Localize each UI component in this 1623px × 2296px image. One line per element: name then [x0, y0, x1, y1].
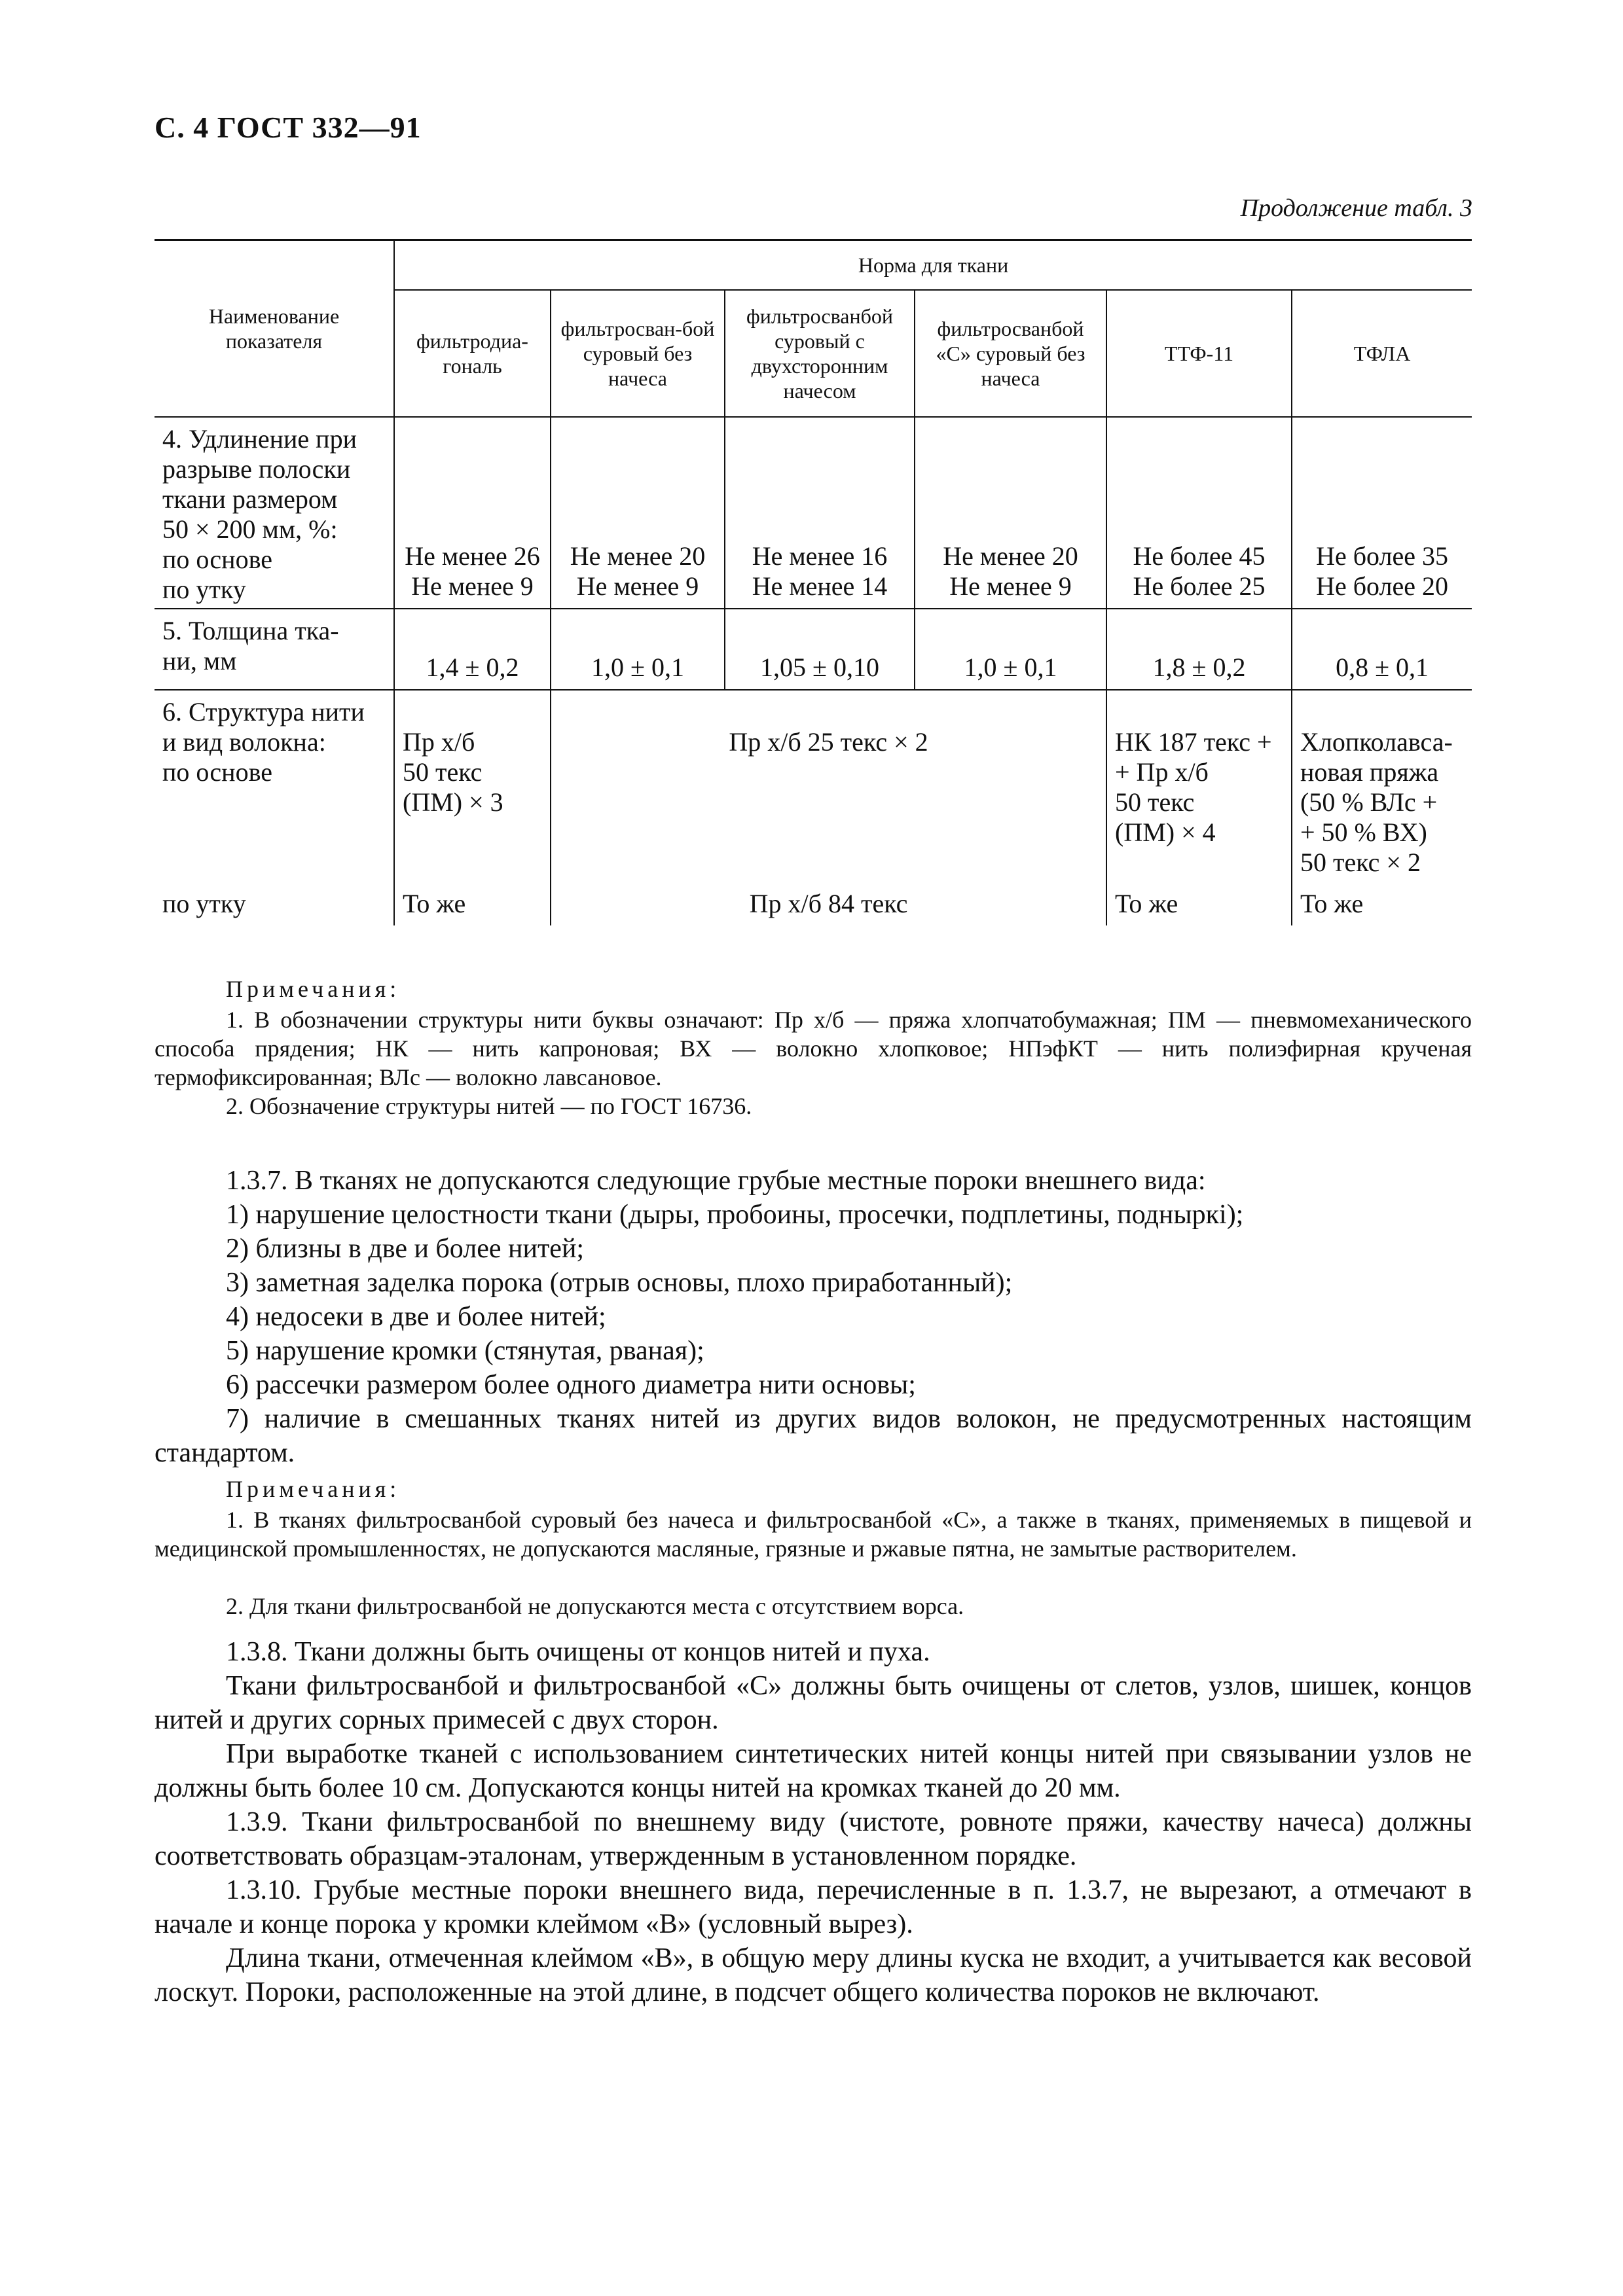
- row-name-weft: по утку: [155, 889, 394, 925]
- row-name-thickness: 5. Толщина тка- ни, мм: [155, 609, 394, 690]
- table-row: [155, 417, 1472, 609]
- table-cell: То же: [394, 889, 551, 925]
- column-header-fabric-1: фильтродиа-гональ: [394, 290, 551, 417]
- paragraph: При выработке тканей с использованием синтетических нитей концы нитей при связывании узлов не должны быть более 10 см. Допускаются концы нитей на кромках тканей до 20 мм.: [155, 1739, 1472, 1803]
- table-row: [155, 690, 1472, 889]
- table-row: [155, 889, 1472, 925]
- table-cell: Не менее 16 Не менее 14: [725, 417, 915, 609]
- column-header-fabric-5: ТТФ-11: [1106, 290, 1292, 417]
- table-cell: 1,05 ± 0,10: [725, 609, 915, 690]
- table-cell: Пр х/б 84 текс: [551, 889, 1106, 925]
- notes-title: Примечания:: [226, 1476, 401, 1502]
- note-paragraph: 2. Обозначение структуры нитей — по ГОСТ 16736.: [226, 1093, 752, 1119]
- table-cell: 0,8 ± 0,1: [1292, 609, 1472, 690]
- column-header-fabric-3: фильтросванбой суровый с двухсторонним начесом: [725, 290, 915, 417]
- table-cell: Не менее 20 Не менее 9: [915, 417, 1106, 609]
- table-cell: 1,0 ± 0,1: [915, 609, 1106, 690]
- table-cell: Хлопколавса- новая пряжа (50 % ВЛс + + 50 % ВХ) 50 текс × 2: [1292, 690, 1472, 889]
- paragraph-1-3-8: 1.3.8. Ткани должны быть очищены от концов нитей и пуха.: [226, 1637, 930, 1667]
- table-cell: То же: [1292, 889, 1472, 925]
- paragraph: Длина ткани, отмеченная клеймом «В», в общую меру длины куска не входит, а учитывается как весовой лоскут. Пороки, расположенные на этой длине, в подсчет общего количества пороков не включают.: [155, 1943, 1472, 2007]
- group-header-norm: Норма для ткани: [394, 240, 1472, 290]
- column-header-fabric-6: ТФЛА: [1292, 290, 1472, 417]
- norms-table: [155, 239, 1472, 925]
- list-item: 5) нарушение кромки (стянутая, рваная);: [226, 1336, 704, 1366]
- column-header-fabric-4: фильтросванбой «С» суровый без начеса: [915, 290, 1106, 417]
- column-header-fabric-2: фильтросван-бой суровый без начеса: [551, 290, 725, 417]
- table-cell: Не менее 26 Не менее 9: [394, 417, 551, 609]
- table-cell: НК 187 текс + + Пр х/б 50 текс (ПМ) × 4: [1106, 690, 1292, 889]
- list-item: 7) наличие в смешанных тканях нитей из других видов волокон, не предусмотренных настоящим стандартом.: [155, 1404, 1472, 1468]
- page-header: С. 4 ГОСТ 332—91: [155, 111, 422, 144]
- note-paragraph: 2. Для ткани фильтросванбой не допускаются места с отсутствием ворса.: [226, 1593, 964, 1619]
- table-cell: Пр х/б 50 текс (ПМ) × 3: [394, 690, 551, 889]
- list-item: 1) нарушение целостности ткани (дыры, пробоины, просечки, подплетины, подныркі);: [226, 1200, 1244, 1230]
- table-cell: 1,0 ± 0,1: [551, 609, 725, 690]
- table-cell: Пр х/б 25 текс × 2: [551, 690, 1106, 889]
- list-item: 6) рассечки размером более одного диаметра нити основы;: [226, 1370, 916, 1400]
- row-name-yarn-structure: 6. Структура нити и вид волокна: по основе: [155, 690, 394, 889]
- list-item: 4) недосеки в две и более нитей;: [226, 1302, 606, 1332]
- list-item: 3) заметная заделка порока (отрыв основы, плохо приработанный);: [226, 1268, 1013, 1298]
- paragraph-1-3-10: 1.3.10. Грубые местные пороки внешнего вида, перечисленные в п. 1.3.7, не вырезают, а отмечают в начале и конце порока у кромки клеймом «В» (условный вырез).: [155, 1875, 1472, 1939]
- paragraph: Ткани фильтросванбой и фильтросванбой «С» должны быть очищены от слетов, узлов, шишек, концов нитей и других сорных примесей с двух сторон.: [155, 1671, 1472, 1735]
- table-row: [155, 609, 1472, 690]
- section-1-3-7-intro: 1.3.7. В тканях не допускаются следующие грубые местные пороки внешнего вида:: [226, 1166, 1206, 1196]
- table-cell: Не более 35 Не более 20: [1292, 417, 1472, 609]
- notes-title: Примечания:: [226, 976, 401, 1002]
- list-item: 2) близны в две и более нитей;: [226, 1234, 585, 1264]
- table-cell: 1,4 ± 0,2: [394, 609, 551, 690]
- table-continuation-caption: Продолжение табл. 3: [1240, 194, 1472, 222]
- paragraph-1-3-9: 1.3.9. Ткани фильтросванбой по внешнему виду (чистоте, ровноте пряжи, качеству начеса) должны соответствовать образцам-эталонам, утвержденным в установленном порядке.: [155, 1807, 1472, 1871]
- row-name-elongation: 4. Удлинение при разрыве полоски ткани размером 50 × 200 мм, %: по основе по утку: [155, 417, 394, 609]
- table-cell: То же: [1106, 889, 1292, 925]
- column-header-name: Наименование показателя: [155, 240, 394, 417]
- table-cell: Не менее 20 Не менее 9: [551, 417, 725, 609]
- table-cell: Не более 45 Не более 25: [1106, 417, 1292, 609]
- note-paragraph: 1. В тканях фильтросванбой суровый без начеса и фильтросванбой «С», а также в тканях, применяемых в пищевой и медицинской промышленностях, не допускаются масляные, грязные и ржавые пятна, не замытые растворителем.: [155, 1507, 1472, 1562]
- table-cell: 1,8 ± 0,2: [1106, 609, 1292, 690]
- note-paragraph: 1. В обозначении структуры нити буквы означают: Пр х/б — пряжа хлопчатобумажная; ПМ — пневмомеханического способа прядения; НК — нить капроновая; ВХ — волокно хлопковое; НПэфКТ — нить полиэфирная крученая термофиксированная; ВЛс — волокно лавсановое.: [155, 1007, 1472, 1090]
